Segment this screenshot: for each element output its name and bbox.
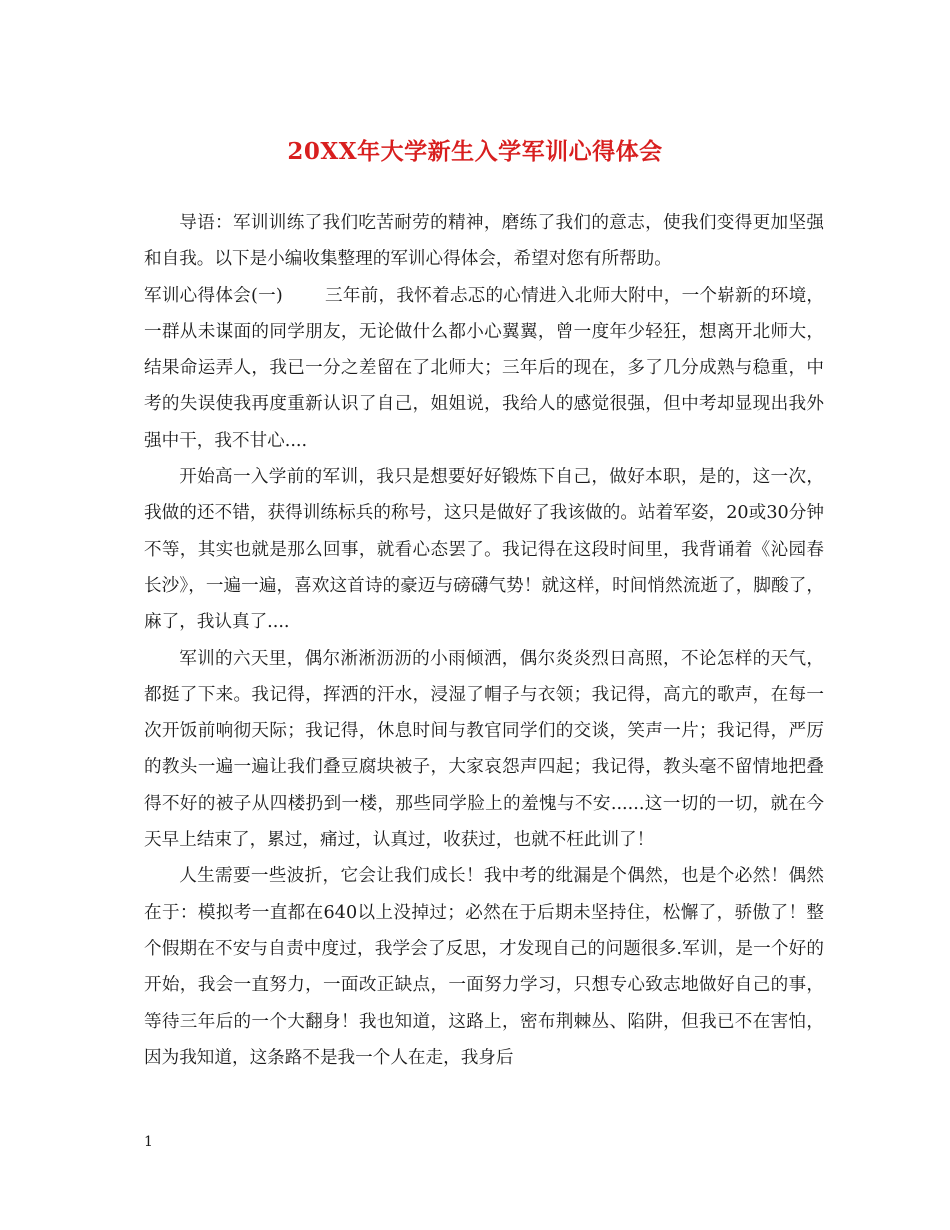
body-paragraph-3: 军训的六天里，偶尔淅淅沥沥的小雨倾洒，偶尔炎炎烈日高照，不论怎样的天气，都挺了下来。我记得，挥洒的汗水，浸湿了帽子与衣领；我记得，高亢的歌声，在每一次开饭前响彻天际；我记得，休息时间与教官同学们的交谈，笑声一片；我记得，严厉的教头一遍一遍让我们叠豆腐块被子，大家哀怨声四起；我记得，教头毫不留情地把叠得不好的被子从四楼扔到一楼，那些同学脸上的羞愧与不安......这一切的一切，就在今天早上结束了，累过，痛过，认真过，收获过，也就不枉此训了！: [144, 648, 824, 851]
paragraph-text: 三年前，我怀着忐忑的心情进入北师大附中，一个崭新的环境，一群从未谋面的同学朋友，无论做什么都小心翼翼，曾一度年少轻狂，想离开北师大，结果命运弄人，我已一分之差留在了北师大；三年后的现在，多了几分成熟与稳重，中考的失误使我再度重新认识了自己，姐姐说，我给人的感觉很强，但中考却显现出我外强中干，我不甘心....: [144, 285, 824, 451]
page-number: 1: [144, 1134, 153, 1150]
document-title: 20XX年大学新生入学军训心得体会: [287, 138, 663, 165]
body-paragraph-2: 开始高一入学前的军训，我只是想要好好锻炼下自己，做好本职，是的，这一次，我做的还不错，获得训练标兵的称号，这只是做好了我该做的。站着军姿，20或30分钟不等，其实也就是那么回事，就看心态罢了。我记得在这段时间里，我背诵着《沁园春 长沙》，一遍一遍，喜欢这首诗的豪迈与磅礴气势！就这样，时间悄然流逝了，脚酸了，麻了，我认真了....: [144, 467, 848, 633]
body-paragraph-4: 人生需要一些波折，它会让我们成长！我中考的纰漏是个偶然，也是个必然！偶然在于：模拟考一直都在640以上没掉过；必然在于后期未坚持住，松懈了，骄傲了！整个假期在不安与自责中度过，我学会了反思，才发现自己的问题很多.军训，是一个好的开始，我会一直努力，一面改正缺点，一面努力学习，只想专心致志地做好自己的事，等待三年后的一个大翻身！我也知道，这路上，密布荆棘丛、陷阱，但我已不在害怕，因为我知道，这条路不是我一个人在走，我身后: [144, 866, 824, 1068]
document-body: [144, 205, 848, 1076]
intro-paragraph: 导语：军训训练了我们吃苦耐劳的精神，磨练了我们的意志，使我们变得更加坚强和自我。以下是小编收集整理的军训心得体会，希望对您有所帮助。: [144, 213, 824, 270]
section-paragraph-1: [144, 278, 824, 459]
section-label: 军训心得体会(一): [144, 285, 283, 306]
